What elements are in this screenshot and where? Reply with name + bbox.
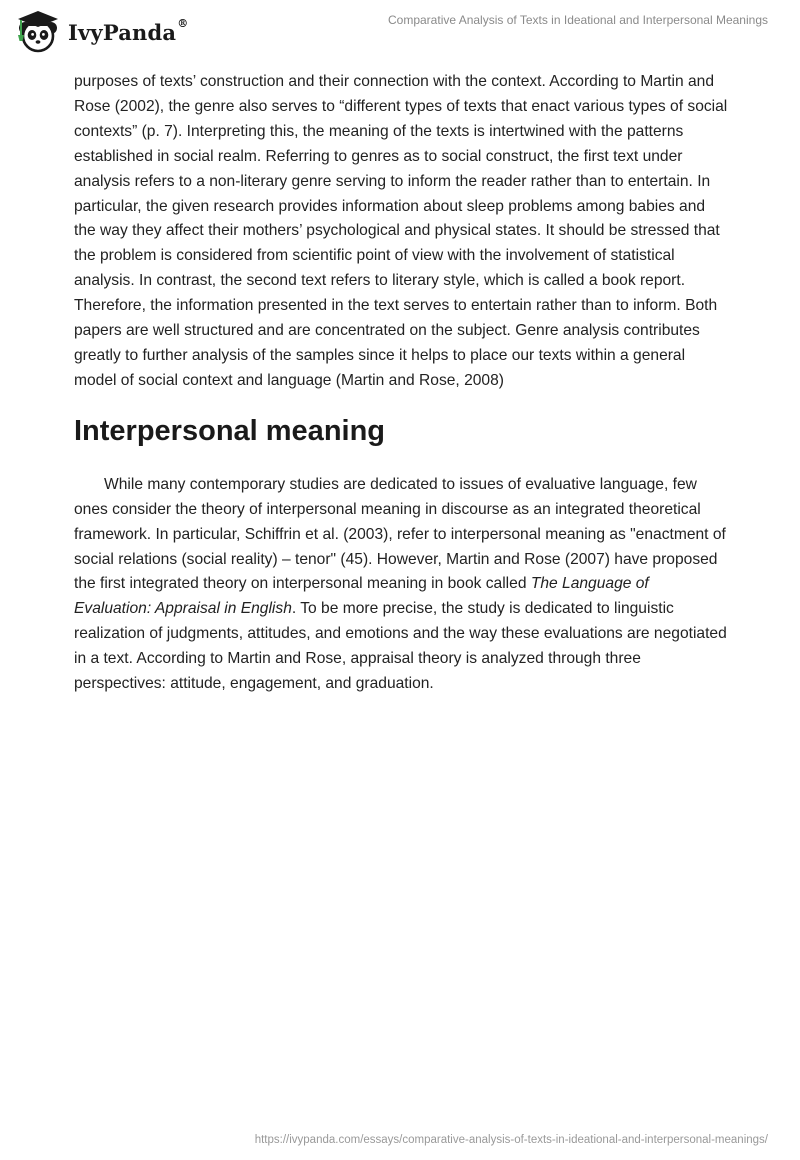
- paragraph-text-end: . To be more precise, the study is dedicated to linguistic realization of judgments, attitudes, and emotions and the way these evaluations are negotiated in a text. According to Martin and Rose, appraisal theory is analyzed through three perspectives: attitude, engagement, and graduation.: [74, 600, 727, 693]
- paragraph-text-start: While many contemporary studies are dedicated to issues of evaluative language, few ones consider the theory of interpersonal meaning in discourse as an integrated theoretical framework. In particular, Schiffrin et al. (2003), refer to interpersonal meaning as "enactment of social relations (social reality) – tenor" (45). However, Martin and Rose (2007) have proposed the first integrated theory on interpersonal meaning in book called: [74, 475, 726, 593]
- page-header: [0, 0, 800, 60]
- essay-content: [74, 70, 730, 697]
- document-title: Comparative Analysis of Texts in Ideational and Interpersonal Meanings: [388, 13, 768, 27]
- brand-name: IvyPanda®: [68, 16, 189, 45]
- ivypanda-logo[interactable]: [14, 8, 188, 54]
- paragraph-genre-analysis: purposes of texts’ construction and their connection with the context. According to Martin and Rose (2002), the genre also serves to “different types of texts that enact various types of social contexts” (p. 7). Interpreting this, the meaning of the texts is intertwined with the patterns established in social realm. Referring to genres as to social construct, the first text under analysis refers to a non-literary genre serving to inform the reader rather than to entertain. In particular, the given research provides information about sleep problems among babies and the way they affect their mothers’ psychological and physical states. It should be stressed that the problem is considered from scientific point of view with the involvement of statistical analysis. In contrast, the second text refers to literary style, which is called a book report. Therefore, the information presented in the text serves to entertain rather than to inform. Both papers are well structured and are concentrated on the subject. Genre analysis contributes greatly to further analysis of the samples since it helps to place our texts within a general model of social context and language (Martin and Rose, 2008): [74, 73, 728, 389]
- registered-mark: ®: [177, 16, 189, 30]
- paragraph-interpersonal-meaning: [74, 473, 730, 697]
- book-title: The Language of Evaluation: Appraisal in English: [74, 575, 649, 618]
- source-url[interactable]: https://ivypanda.com/essays/comparative-analysis-of-texts-in-ideational-and-interpersonal-meanings/: [254, 1134, 768, 1146]
- panda-logo-icon: [14, 8, 62, 54]
- section-heading-interpersonal-meaning: Interpersonal meaning: [74, 414, 386, 447]
